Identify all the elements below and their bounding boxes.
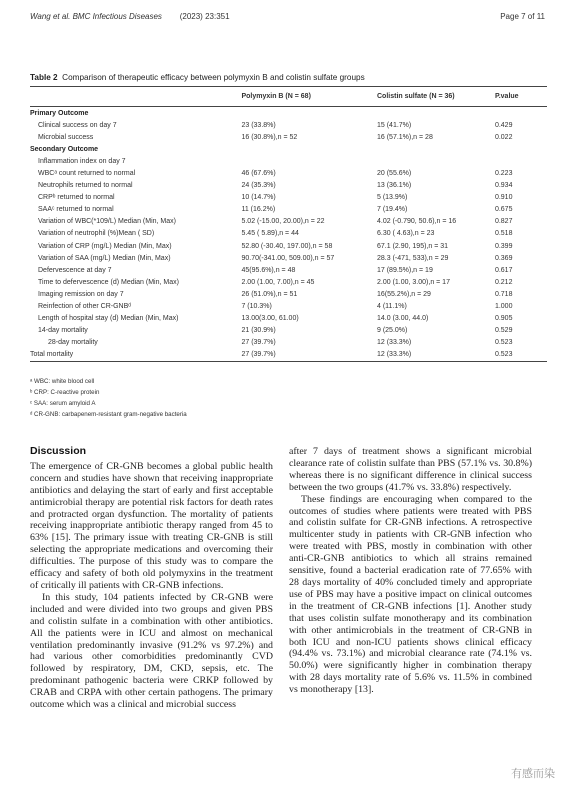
table-row [30, 252, 547, 264]
colistin-sulfate-value: 12 (33.3%) [377, 349, 495, 362]
polymyxin-b-value: 24 (35.3%) [241, 182, 276, 190]
p-value: 0.910 [494, 194, 513, 202]
colistin-sulfate-value [377, 155, 495, 167]
p-value: 0.617 [494, 266, 513, 274]
table-row [30, 276, 547, 288]
p-value [495, 155, 547, 167]
row-label: Clinical success on day 7 [38, 121, 117, 129]
polymyxin-b-value: 46 (67.6%) [241, 170, 276, 178]
colistin-sulfate-value [377, 143, 495, 155]
polymyxin-b-value: 21 (30.9%) [241, 327, 276, 335]
colistin-sulfate-value: 4 (11.1%) [377, 303, 407, 311]
col-header-polymyxin-b: Polymyxin B (N = 68) [241, 87, 377, 107]
col-header-p-value: P.value [495, 87, 547, 107]
p-value: 0.523 [494, 339, 513, 347]
colistin-sulfate-value: 2.00 (1.00, 3.00),n = 17 [377, 278, 450, 286]
table-row [30, 288, 547, 300]
colistin-sulfate-value: 16(55.2%),n = 29 [377, 290, 431, 298]
polymyxin-b-value [241, 155, 377, 167]
table-row [30, 192, 547, 204]
row-label: Reinfection of other CR-GNBᵈ [38, 303, 131, 311]
row-label: Total mortality [30, 349, 241, 362]
comparison-table [30, 86, 547, 362]
colistin-sulfate-value: 13 (36.1%) [377, 182, 412, 190]
polymyxin-b-value: 7 (10.3%) [241, 303, 272, 311]
row-label: Neutrophils returned to normal [38, 182, 133, 190]
right-column [289, 446, 532, 696]
table-row [30, 131, 547, 143]
running-header [30, 12, 230, 21]
row-label: Inflammation index on day 7 [38, 157, 126, 165]
table-row [30, 167, 547, 179]
table-row [30, 337, 547, 349]
polymyxin-b-value: 13.00(3.00, 61.00) [241, 315, 299, 323]
table-row [30, 216, 547, 228]
colistin-sulfate-value: 6.30 ( 4.63),n = 23 [377, 230, 435, 238]
p-value: 0.399 [494, 242, 513, 250]
footnote: ᶜ SAA: serum amyloid A [30, 400, 96, 407]
p-value: 0.369 [494, 254, 513, 262]
table-row [30, 155, 547, 167]
p-value: 0.212 [494, 278, 513, 286]
polymyxin-b-value: 27 (39.7%) [241, 349, 377, 362]
col-header-label [30, 87, 241, 107]
table-body [30, 107, 547, 362]
table-row [30, 180, 547, 192]
row-label: WBCᵃ count returned to normal [38, 170, 136, 178]
colistin-sulfate-value: 67.1 (2.90, 195),n = 31 [377, 242, 449, 250]
row-label: Defervescence at day 7 [38, 266, 112, 274]
row-label: 14-day mortality [38, 327, 88, 335]
p-value: 0.429 [494, 121, 513, 129]
colistin-sulfate-value [377, 107, 495, 120]
p-value: 0.827 [494, 218, 513, 226]
table-row [30, 349, 547, 362]
colistin-sulfate-value: 5 (13.9%) [377, 194, 408, 202]
polymyxin-b-value: 27 (39.7%) [241, 339, 276, 347]
header-year-volume: (2023) 23:351 [179, 12, 230, 21]
polymyxin-b-value: 11 (16.2%) [241, 206, 276, 214]
p-value [495, 107, 547, 120]
colistin-sulfate-value: 17 (89.5%),n = 19 [377, 266, 433, 274]
p-value: 0.675 [494, 206, 513, 214]
polymyxin-b-value [241, 143, 377, 155]
table-row [30, 143, 547, 155]
polymyxin-b-value: 16 (30.8%),n = 52 [241, 133, 298, 141]
row-label: Variation of SAA (mg/L) Median (Min, Max) [38, 254, 171, 262]
polymyxin-b-value: 45(95.6%),n = 48 [241, 266, 296, 274]
table-label: Table 2 [30, 73, 58, 82]
row-label: Length of hospital stay (d) Median (Min, Max) [38, 315, 179, 323]
table-row [30, 264, 547, 276]
p-value: 0.905 [494, 315, 513, 323]
row-label: Variation of neutrophil (%)Mean ( SD) [38, 230, 155, 238]
left-column [30, 446, 273, 711]
colistin-sulfate-value: 14.0 (3.00, 44.0) [377, 315, 429, 323]
header-journal: BMC Infectious Diseases [72, 12, 162, 21]
colistin-sulfate-value: 28.3 (-471, 533),n = 29 [377, 254, 449, 262]
row-label: SAAᶜ returned to normal [38, 206, 114, 214]
colistin-sulfate-value: 9 (25.0%) [377, 327, 408, 335]
p-value [495, 143, 547, 155]
polymyxin-b-value: 26 (51.0%),n = 51 [241, 290, 298, 298]
row-label: Secondary Outcome [30, 145, 99, 153]
watermark: 有感而染 [511, 768, 555, 780]
p-value: 0.718 [494, 290, 513, 298]
p-value: 0.529 [494, 327, 513, 335]
table-header-row [30, 87, 547, 107]
polymyxin-b-value: 10 (14.7%) [241, 194, 276, 202]
table-row [30, 119, 547, 131]
p-value: 0.934 [494, 182, 513, 190]
table-row [30, 204, 547, 216]
table-caption-text: Comparison of therapeutic efficacy between polymyxin B and colistin sulfate groups [62, 73, 365, 82]
row-label: Primary Outcome [30, 109, 89, 117]
p-value: 0.518 [494, 230, 513, 238]
p-value: 0.523 [495, 349, 547, 362]
discussion-paragraph-4: These findings are encouraging when compared to the outcomes of studies where patients were treated with PBS and colistin sulfate for CR-GNB infections. A retrospective multicenter study in patients with CR-GNB infection who were treated with PBS, mostly in combination with other anti-CR-GNB antibiotics to which all strains remained sensitive, found a bacterial eradication rate of 77.65% with 28 days mortality of 40% concluded timely and appropriate use of PBS may have a positive impact on clinical outcomes in the treatment of CR-GNB infections [1]. Another study that uses colistin sulfate monotherapy and its combination with other antimicrobials in the treatment of CR-GNB in both ICU and non-ICU patients shows clinical efficacy (94.4% vs. 73.1%) and microbial clearance rate (74.1% vs. 50.0%) were significantly higher in combination therapy with 28 days mortality rate of 5.6% vs. 11.5% in combined vs monotherapy [13]. [289, 493, 532, 696]
row-label: Time to defervescence (d) Median (Min, Max) [38, 278, 179, 286]
row-label: CRPᵇ returned to normal [38, 194, 115, 202]
polymyxin-b-value: 5.02 (-15.00, 20.00),n = 22 [241, 218, 325, 226]
header-authors: Wang et al. [30, 12, 71, 21]
row-label: Variation of WBC(*109/L) Median (Min, Max) [38, 218, 176, 226]
row-label: Microbial success [38, 133, 94, 141]
col-header-colistin-sulfate: Colistin sulfate (N = 36) [377, 87, 495, 107]
table-row [30, 107, 547, 120]
table-row [30, 240, 547, 252]
p-value: 0.223 [494, 170, 513, 178]
polymyxin-b-value: 90.70(-341.00, 509.00),n = 57 [241, 254, 335, 262]
p-value: 1.000 [494, 303, 513, 311]
footnote: ᵇ CRP: C-reactive protein [30, 389, 100, 396]
colistin-sulfate-value: 12 (33.3%) [377, 339, 412, 347]
polymyxin-b-value: 5.45 ( 5.89),n = 44 [241, 230, 299, 238]
table-row [30, 228, 547, 240]
table-caption [30, 73, 365, 82]
row-label: Imaging remission on day 7 [38, 290, 124, 298]
colistin-sulfate-value: 7 (19.4%) [377, 206, 408, 214]
discussion-paragraph-3: after 7 days of treatment shows a significant microbial clearance rate of colistin sulfate than PBS (57.1% vs. 30.8%) whereas there is no significant difference in clinical success between the two groups (41.7% vs. 33.8%) respectively. [289, 446, 532, 493]
table-row [30, 301, 547, 313]
discussion-heading: Discussion [30, 445, 87, 457]
row-label: Variation of CRP (mg/L) Median (Min, Max) [38, 242, 172, 250]
p-value: 0.022 [494, 133, 513, 141]
table-row [30, 313, 547, 325]
polymyxin-b-value [241, 107, 377, 120]
page-number: Page 7 of 11 [500, 12, 545, 21]
footnote: ᵃ WBC: white blood cell [30, 378, 95, 385]
footnote: ᵈ CR-GNB: carbapenem-resistant gram-negative bacteria [30, 411, 187, 418]
polymyxin-b-value: 2.00 (1.00, 7.00),n = 45 [241, 278, 315, 286]
discussion-paragraph-2: In this study, 104 patients infected by CR-GNB were included and were divided into two groups and given PBS and colistin sulfate in a combination with other antibiotics. All the patients were in ICU and almost on mechanical ventilation predominantly invasive (91.2% vs 97.2%) and had various other comorbidities predominantly CVD followed by respiratory, DM, CKD, sepsis, etc. The predominant pathogenic bacteria were CRKP followed by CRAB and CRPA with other certain pathogens. The primary outcome which was a clinical and microbial success [30, 591, 273, 711]
row-label: 28-day mortality [48, 339, 98, 347]
colistin-sulfate-value: 16 (57.1%),n = 28 [377, 133, 433, 141]
table-row [30, 325, 547, 337]
polymyxin-b-value: 23 (33.8%) [241, 121, 276, 129]
colistin-sulfate-value: 15 (41.7%) [377, 121, 412, 129]
polymyxin-b-value: 52.80 (-30.40, 197.00),n = 58 [241, 242, 333, 250]
colistin-sulfate-value: 4.02 (-0.790, 50.6),n = 16 [377, 218, 457, 226]
discussion-paragraph-1: The emergence of CR-GNB becomes a global public health concern and studies have shown that receiving inappropriate antibiotics and delaying the start of early and first acceptable antimicrobial therapy are potential risk factors for death rates and protracted organ dysfunction. The mortality of patients receiving inappropriate antibiotic therapy ranged from 45 to 63% [15]. The primary issue with treating CR-GNB is still selecting the appropriate medications and overcoming their difficulties. The purpose of this study was to compare the efficacy and safety of both old polymyxins in the treatment of critically ill patients with CR-GNB infections. [30, 460, 273, 591]
colistin-sulfate-value: 20 (55.6%) [377, 170, 412, 178]
